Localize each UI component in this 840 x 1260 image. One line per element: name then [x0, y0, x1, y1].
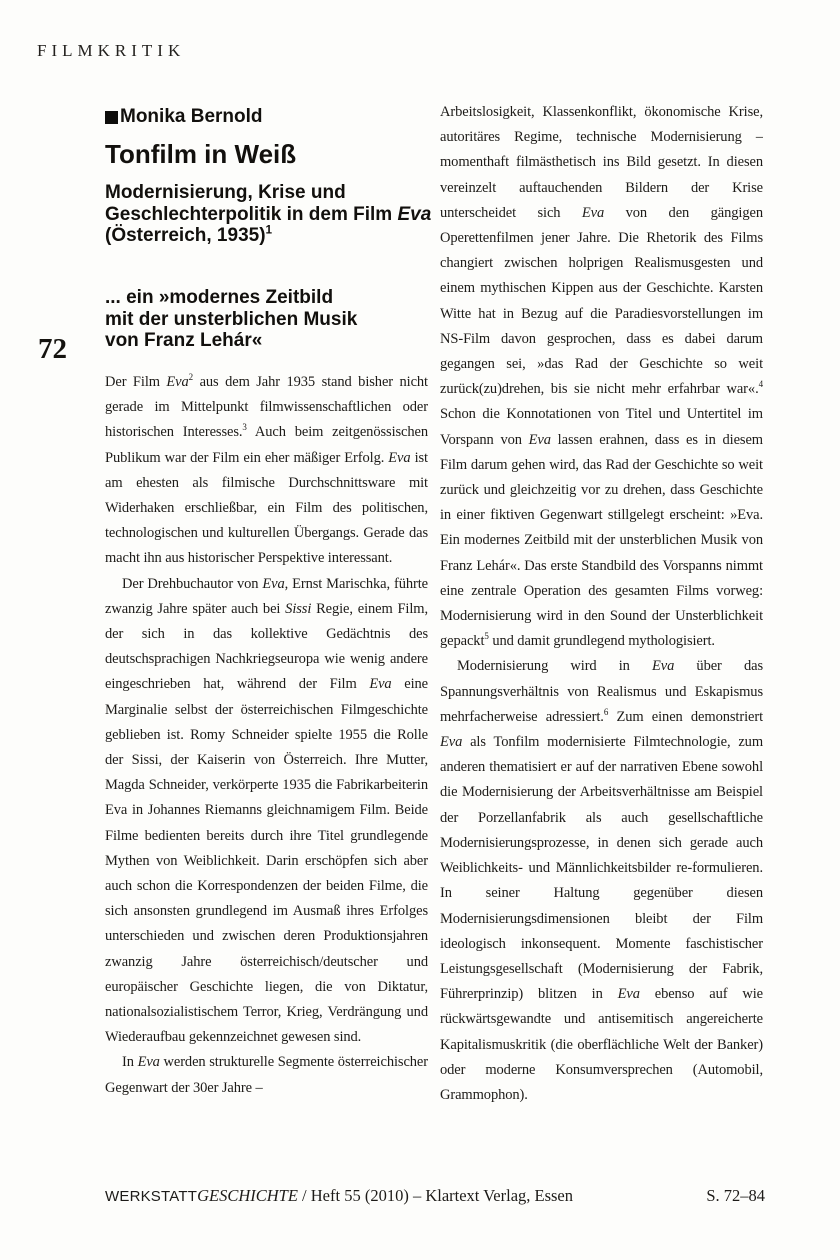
journal-name-italic: GESCHICHTE	[197, 1186, 298, 1205]
page-number: 72	[38, 333, 67, 365]
text-column-right	[440, 100, 763, 1184]
author-name: Monika Bernold	[120, 106, 263, 127]
journal-name-plain: WERKSTATT	[105, 1188, 198, 1205]
paragraph: Arbeitslosigkeit, Klassenkonflikt, ökonomische Krise, autoritäres Regime, technische Modernisierung – momenthaft filmästhetisch ins Bild gesetzt. In diesen vereinzelt auftauchenden Bildern der Krise unterscheidet sich Eva von den gängigen Operettenfilmen jener Jahre. Die Rhetorik des Films changiert zwischen holprigen Realismusgesten und einem mythischen Kippen aus der Geschichte. Karsten Witte hat in Bezug auf die Paradiesvorstellungen im NS-Film davon gesprochen, dass es dabei darum gegangen sei, »das Rad der Geschichte so weit zurück(zu)drehen, bis sie nicht mehr erfahrbar war«.$^4$ Schon die Konnotationen von Titel und Untertitel im Vorspann von Eva lassen erahnen, dass es in diesem Film darum gehen wird, das Rad der Geschichte so weit zurück und gleichzeitig vor zu drehen, dass Geschichte in einer fiktiven Gegenwart stillgelegt erscheint: »Eva. Ein modernes Zeitbild mit der unsterblichen Musik von Franz Lehár«. Das erste Standbild des Vorspanns nimmt eine zentrale Operation des gesamten Films vorweg: Modernisierung wird in den Sound der Unsterblichkeit gepackt$^5$ und damit grundlegend mythologisiert.	[440, 104, 763, 650]
author-line	[105, 106, 445, 128]
section-heading: ... ein »modernes Zeitbild mit der unsterblichen Musik von Franz Lehár«	[105, 287, 358, 351]
article-header	[105, 106, 445, 247]
page-footer	[105, 1186, 765, 1206]
issue-info: / Heft 55 (2010) – Klartext Verlag, Essen	[297, 1186, 574, 1205]
author-bullet-square-icon	[105, 111, 118, 124]
paragraph: In Eva werden strukturelle Segmente österreichischer Gegenwart der 30er Jahre –	[105, 1054, 428, 1096]
paragraph: Modernisierung wird in Eva über das Spannungsverhältnis von Realismus und Eskapismus mehrfacherweise adressiert.$^6$ Zum einen demonstriert Eva als Tonfilm modernisierte Filmtechnologie, zum anderen thematisiert er auf der narrativen Ebene sowohl die Modernisierung der Arbeitsverhältnisse am Beispiel der Porzellanfabrik als auch gesellschaftliche Modernisierungsprozesse, in denen sich gerade auch Weiblichkeits- und Männlichkeitsbilder re-formulieren. In seiner Haltung gegenüber diesen Modernisierungsdimensionen bleibt der Film ideologisch inkonsequent. Momente faschistischer Leistungsgesellschaft (Modernisierung der Fabrik, Führerprinzip) blitzen in Eva ebenso auf wie rückwärtsgewandte und antisemitisch angereicherte Kapitalismuskritik (die oberflächliche Welt der Banker) oder moderne Konsumversprechen (Automobil, Grammophon).	[440, 658, 763, 1103]
rubric-header: FILMKRITIK	[37, 41, 186, 60]
article-subtitle: Modernisierung, Krise und Geschlechterpolitik in dem Film Eva (Österreich, 1935)$^1$	[105, 182, 432, 246]
article-title: Tonfilm in Weiß	[105, 139, 297, 169]
text-column-left	[105, 370, 428, 1182]
journal-imprint-line	[105, 1186, 573, 1206]
paragraph: Der Film Eva$^2$ aus dem Jahr 1935 stand bisher nicht gerade im Mittelpunkt filmwissenschaftlichen oder historischen Interesses.$^3$ Auch beim zeitgenössischen Publikum war der Film ein eher mäßiger Erfolg. Eva ist am ehesten als filmische Durchschnittsware mit Widerhaken erschließbar, ein Film des politischen, technologischen und kulturellen Übergangs. Gerade das macht ihn aus historischer Perspektive interessant.	[105, 372, 428, 567]
page-range: S. 72–84	[706, 1186, 765, 1205]
paragraph: Der Drehbuchautor von Eva, Ernst Marischka, führte zwanzig Jahre später auch bei Sissi Regie, einem Film, der sich in das kollektive Gedächtnis des deutschsprachigen Nachkriegseuropa wie wenig andere eingeschrieben hat, während der Film Eva eine Marginalie selbst der österreichischen Filmgeschichte geblieben ist. Romy Schneider spielte 1955 die Rolle der Sissi, der Kaiserin von Österreich. Ihre Mutter, Magda Schneider, verkörperte 1935 die Fabrikarbeiterin Eva in Johannes Riemanns gleichnamigem Film. Beide Filme bedienten bereits durch ihre Titel grundlegende Mythen von Weiblichkeit. Darin erschöpfen sich aber auch schon die Korrespondenzen der beiden Filme, die sich ansonsten grundlegend im Ausmaß ihres Erfolges unterschieden und zwischen deren Produktionsjahren zwanzig Jahre österreichisch/deutscher und europäischer Geschichte liegen, die von Diktatur, nationalsozialistischem Terror, Krieg, Verdrängung und Wiederaufbau gekennzeichnet gewesen sind.	[105, 575, 428, 1046]
